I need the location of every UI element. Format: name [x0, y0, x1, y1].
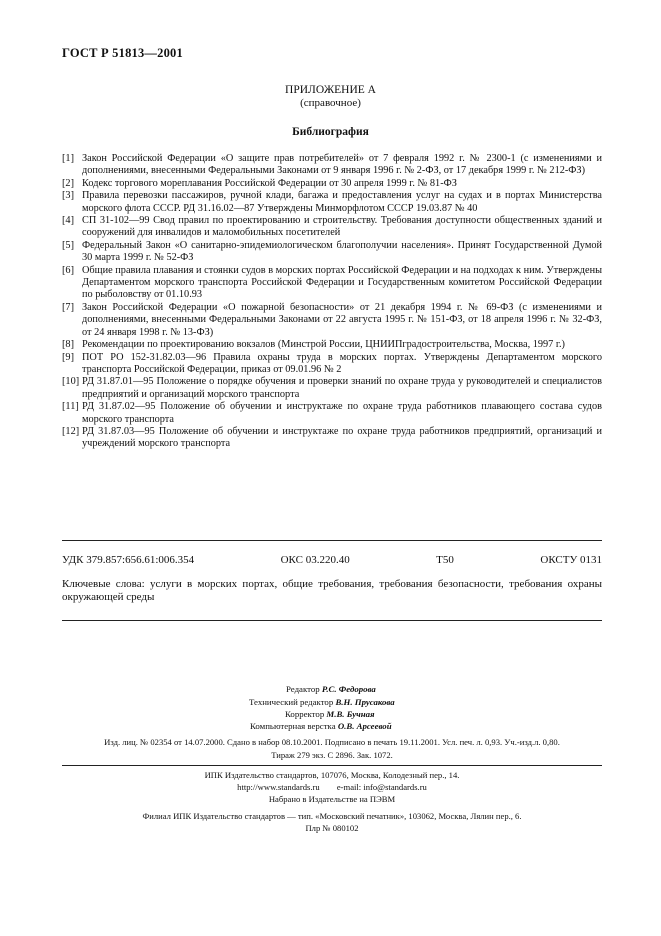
credit-name: О.В. Арсеевой [337, 721, 392, 731]
divider-printer [62, 765, 602, 766]
bib-text: РД 31.87.03—95 Положение об обучении и инструктаже по охране труда работников предприятий, организаций и учреждений морского транспорта [82, 425, 602, 450]
bibliography-item [62, 426, 602, 451]
bib-number: [11] [62, 401, 79, 413]
bib-text: Кодекс торгового мореплавания Российской Федерации от 30 апреля 1999 г. № 81-ФЗ [82, 177, 457, 189]
bibliography-title: Библиография [292, 126, 369, 138]
bibliography-item [62, 302, 602, 339]
printer-branch: Филиал ИПК Издательство стандартов — тип. «Московский печатник», 103062, Москва, Лялин пер., 6. [142, 811, 522, 821]
t-code: Т50 [436, 554, 454, 566]
credit-tech-editor [249, 696, 395, 709]
credit-name: М.В. Бучная [326, 709, 375, 719]
divider-bottom [62, 620, 602, 621]
bibliography-item [62, 178, 602, 190]
credit-label: Технический редактор [249, 697, 334, 707]
bib-number: [1] [62, 153, 75, 164]
bibliography-item [62, 153, 602, 178]
credit-name: Р.С. Федорова [321, 684, 376, 694]
bibliography-item [62, 190, 602, 215]
publication-line: Тираж 279 экз. С 2896. Зак. 1072. [271, 749, 393, 760]
printer-info [62, 769, 602, 834]
bib-number: [4] [62, 215, 75, 227]
bib-text: РД 31.87.01—95 Положение о порядке обучения и проверки знаний по охране труда у руководителей и специалистов предприятий и организаций морского транспорта [82, 376, 602, 400]
standard-number: ГОСТ Р 51813—2001 [62, 46, 183, 60]
credit-label: Компьютерная верстка [250, 721, 336, 731]
bib-number: [2] [62, 177, 75, 189]
publication-line: Изд. лиц. № 02354 от 14.07.2000. Сдано в набор 08.10.2001. Подписано в печать 19.11.2001. Усл. печ. л. 0,93. Уч.-изд.л. 0,80. [104, 737, 560, 747]
bib-number: [6] [62, 264, 75, 276]
bibliography-item [62, 265, 602, 302]
bibliography-item [62, 215, 602, 240]
printer-address: ИПК Издательство стандартов, 107076, Москва, Колодезный пер., 14. [204, 770, 460, 780]
bib-number: [9] [62, 351, 75, 363]
bib-number: [5] [62, 239, 75, 251]
bib-text: РД 31.87.02—95 Положение об обучении и инструктаже по охране труда работников плавающего состава судов морского транспорта [82, 401, 602, 425]
oks-code: ОКС 03.220.40 [280, 554, 350, 566]
appendix-title: ПРИЛОЖЕНИЕ А [285, 84, 376, 96]
bibliography-item [62, 339, 602, 351]
bibliography-item [62, 376, 602, 401]
bibliography-item [62, 401, 602, 426]
bib-text: Общие правила плавания и стоянки судов в морских портах Российской Федерации и на подходах к ним. Утверждены Департаментом морского транспорта Российской Федерации и Государственным комитетом Российской Федерации по рыболовству от 01.10.93 [82, 264, 602, 301]
divider-top [62, 540, 602, 541]
bib-number: [7] [62, 301, 75, 313]
credit-corrector [285, 708, 375, 721]
bib-text: СП 31-102—99 Свод правил по проектированию и строительству. Требования доступности общественных зданий и сооружений для инвалидов и маломобильных посетителей [82, 215, 602, 239]
okstu-code: ОКСТУ 0131 [540, 554, 602, 566]
printer-email: e-mail: info@standards.ru [336, 782, 427, 792]
bibliography-item [62, 240, 602, 265]
credit-editor [286, 683, 376, 696]
printer-contacts [62, 781, 602, 793]
bib-number: [12] [62, 425, 80, 437]
bib-number: [3] [62, 190, 75, 202]
bib-text: Закон Российской Федерации «О пожарной безопасности» от 21 декабря 1994 г. № 69-ФЗ (с изменениями и дополнениями, внесенными Федеральными Законами от 22 августа 1995 г. № 151-ФЗ, от 18 апреля 1996 г. № 32-ФЗ, от 24 января 1998 г. № 13-ФЗ) [82, 301, 602, 338]
bib-text: ПОТ РО 152-31.82.03—96 Правила охраны труда в морских портах. Утверждены Департаментом морского транспорта Российской Федерации, приказ от 09.01.96 № 2 [82, 351, 602, 375]
credit-label: Корректор [285, 709, 325, 719]
bib-number: [8] [62, 339, 75, 351]
bib-text: Рекомендации по проектированию вокзалов (Минстрой России, ЦНИИПградостроительства, Москва, 1997 г.) [82, 339, 565, 351]
bib-text: Федеральный Закон «О санитарно-эпидемиологическом благополучии населения». Принят Государственной Думой 30 марта 1999 г. № 52-ФЗ [82, 239, 602, 264]
classification-row [62, 554, 602, 566]
bibliography-list [62, 153, 602, 451]
credit-name: В.Н. Прусакова [335, 697, 395, 707]
bib-number: [10] [62, 376, 80, 388]
bibliography-item [62, 352, 602, 377]
printer-typeset: Набрано в Издательстве на ПЭВМ [268, 794, 396, 804]
credit-label: Редактор [286, 684, 320, 694]
publication-info [62, 736, 602, 761]
appendix-subtitle: (справочное) [300, 97, 361, 109]
bib-text: Правила перевозки пассажиров, ручной клади, багажа и предоставления услуг на судах и в портах Министерства морского флота СССР. РД 31.16.02—87 Утверждены Минморфлотом СССР 19.03.87 № 40 [82, 190, 602, 214]
keywords: Ключевые слова: услуги в морских портах, общие требования, требования безопасности, требования охраны окружающей среды [62, 578, 602, 603]
bib-text: Закон Российской Федерации «О защите прав потребителей» от 7 февраля 1992 г. № 2300-1 (с изменениями и дополнениями, внесенными Федеральными Законами от 9 января 1996 г. № 2-ФЗ, от 17 декабря 1999 г. № 212-ФЗ) [82, 153, 602, 177]
udk-code: УДК 379.857:656.61:006.354 [62, 554, 195, 566]
printer-license: Плр № 080102 [305, 823, 359, 833]
credit-layout [250, 720, 392, 733]
printer-website: http://www.standards.ru [237, 782, 320, 792]
